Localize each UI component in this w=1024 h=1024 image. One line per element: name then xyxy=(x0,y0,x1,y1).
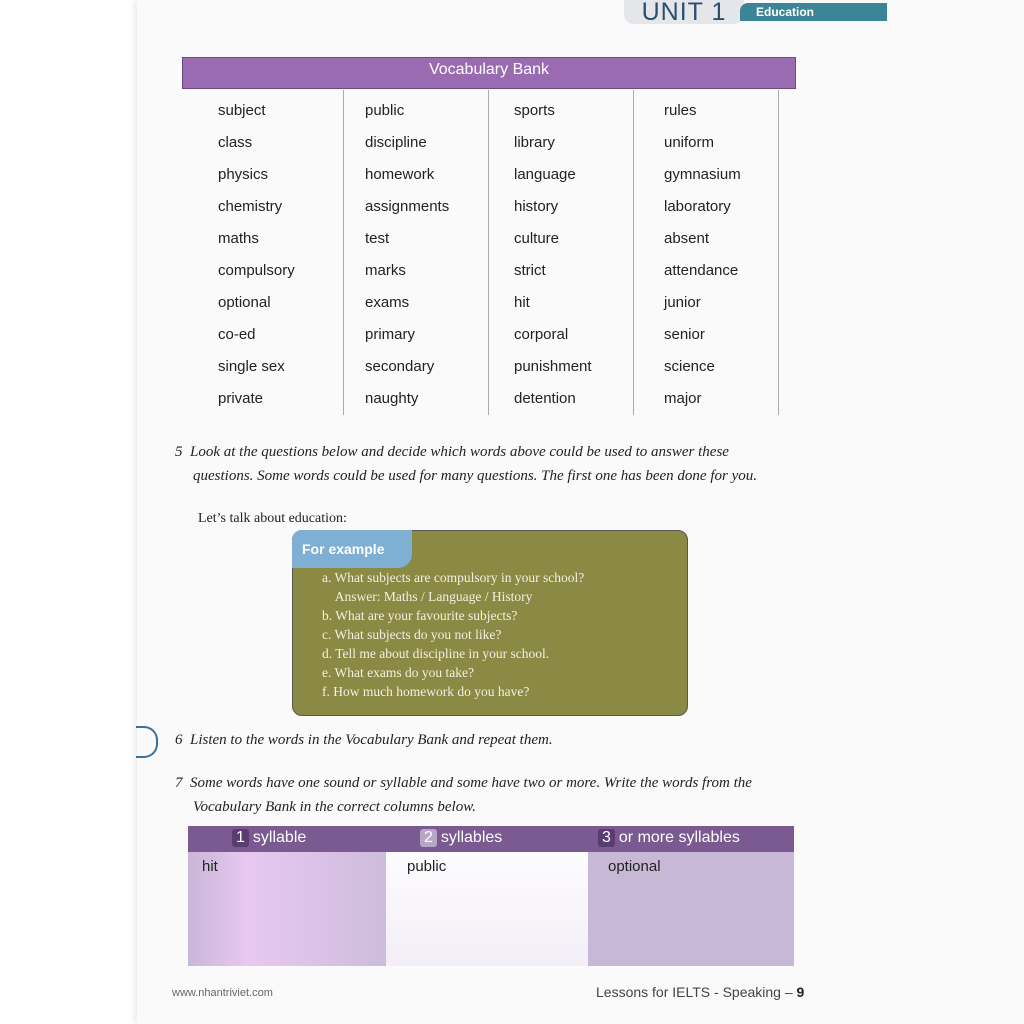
vocab-column xyxy=(365,95,449,415)
vocab-word: senior xyxy=(664,326,705,343)
exercise-number: 7 xyxy=(175,775,183,791)
instruction-text: Look at the questions below and decide which words above could be used to answer these xyxy=(190,444,729,460)
vocab-word: homework xyxy=(365,166,435,183)
vocab-word: private xyxy=(218,390,264,407)
vocab-word: subject xyxy=(218,102,266,119)
answer-cell: public xyxy=(407,858,447,875)
vocab-word: class xyxy=(218,134,253,151)
header-3: 3 or more syllables xyxy=(598,829,740,847)
answer-cell: optional xyxy=(608,858,661,875)
column-divider xyxy=(778,90,779,415)
exercise-number: 6 xyxy=(175,732,183,748)
vocab-word: single sex xyxy=(218,358,285,375)
vocab-word: compulsory xyxy=(218,262,295,279)
unit-label: UNIT 1 xyxy=(624,0,744,24)
vocab-word: sports xyxy=(514,102,555,119)
column-divider xyxy=(633,90,634,415)
vocab-word: test xyxy=(365,230,390,247)
vocab-word: naughty xyxy=(365,390,419,407)
column-divider xyxy=(343,90,344,415)
vocab-word: physics xyxy=(218,166,269,183)
example-line: f. How much homework do you have? xyxy=(322,684,530,699)
vocab-word: attendance xyxy=(664,262,739,279)
vocab-word: rules xyxy=(664,102,697,119)
exercise-7 xyxy=(175,771,752,819)
example-tab: For example xyxy=(292,530,412,568)
vocab-word: absent xyxy=(664,230,710,247)
column-divider xyxy=(488,90,489,415)
example-line: a. What subjects are compulsory in your school? xyxy=(322,570,585,585)
vocab-word: laboratory xyxy=(664,198,731,215)
vocab-word: history xyxy=(514,198,559,215)
header-2: 2 syllables xyxy=(420,829,502,847)
vocab-word: secondary xyxy=(365,358,435,375)
vocab-word: exams xyxy=(365,294,410,311)
example-questions xyxy=(322,568,584,701)
vocab-word: language xyxy=(514,166,576,183)
example-line: c. What subjects do you not like? xyxy=(322,627,502,642)
vocab-word: uniform xyxy=(664,134,715,151)
syllable-table xyxy=(188,826,794,966)
vocab-word: culture xyxy=(514,230,560,247)
answer-cell: hit xyxy=(202,858,218,875)
instruction-text: questions. Some words could be used for many questions. The first one has been done for you. xyxy=(193,468,757,484)
vocab-word: junior xyxy=(664,294,701,311)
vocab-word: optional xyxy=(218,294,271,311)
vocab-word: chemistry xyxy=(218,198,283,215)
vocab-word: primary xyxy=(365,326,416,343)
vocabulary-bank-title: Vocabulary Bank xyxy=(182,57,796,89)
exercise-5 xyxy=(175,440,757,488)
footer-url: www.nhantriviet.com xyxy=(172,987,273,999)
vocab-word: major xyxy=(664,390,702,407)
vocab-word: public xyxy=(365,102,405,119)
vocab-word: maths xyxy=(218,230,259,247)
page-number: 9 xyxy=(796,984,805,1000)
example-line: d. Tell me about discipline in your school. xyxy=(322,646,550,661)
vocab-word: punishment xyxy=(514,358,592,375)
vocab-word: co-ed xyxy=(218,326,256,343)
example-line: e. What exams do you take? xyxy=(322,665,474,680)
vocab-word: assignments xyxy=(365,198,450,215)
vocab-word: marks xyxy=(365,262,406,279)
vocab-word: gymnasium xyxy=(664,166,741,183)
vocab-word: detention xyxy=(514,390,576,407)
exercise-number: 5 xyxy=(175,444,183,460)
vocab-word: library xyxy=(514,134,555,151)
vocab-column xyxy=(514,95,592,415)
vocab-word: hit xyxy=(514,294,530,311)
intro-text: Let’s talk about education: xyxy=(198,511,347,526)
vocab-word: discipline xyxy=(365,134,427,151)
example-line: Answer: Maths / Language / History xyxy=(322,589,533,604)
example-line: b. What are your favourite subjects? xyxy=(322,608,518,623)
vocab-word: strict xyxy=(514,262,546,279)
instruction-text: Listen to the words in the Vocabulary Bank and repeat them. xyxy=(190,732,553,748)
vocab-column xyxy=(218,95,295,415)
topic-label: Education xyxy=(740,3,887,21)
vocab-column xyxy=(664,95,741,415)
exercise-6 xyxy=(175,728,553,752)
footer-book: Lessons for IELTS - Speaking – 9 xyxy=(596,984,805,1000)
vocab-word: science xyxy=(664,358,715,375)
vocab-word: corporal xyxy=(514,326,569,343)
header-1: 1 syllable xyxy=(232,829,306,847)
instruction-text: Vocabulary Bank in the correct columns below. xyxy=(193,799,476,815)
instruction-text: Some words have one sound or syllable and some have two or more. Write the words from the xyxy=(190,775,752,791)
